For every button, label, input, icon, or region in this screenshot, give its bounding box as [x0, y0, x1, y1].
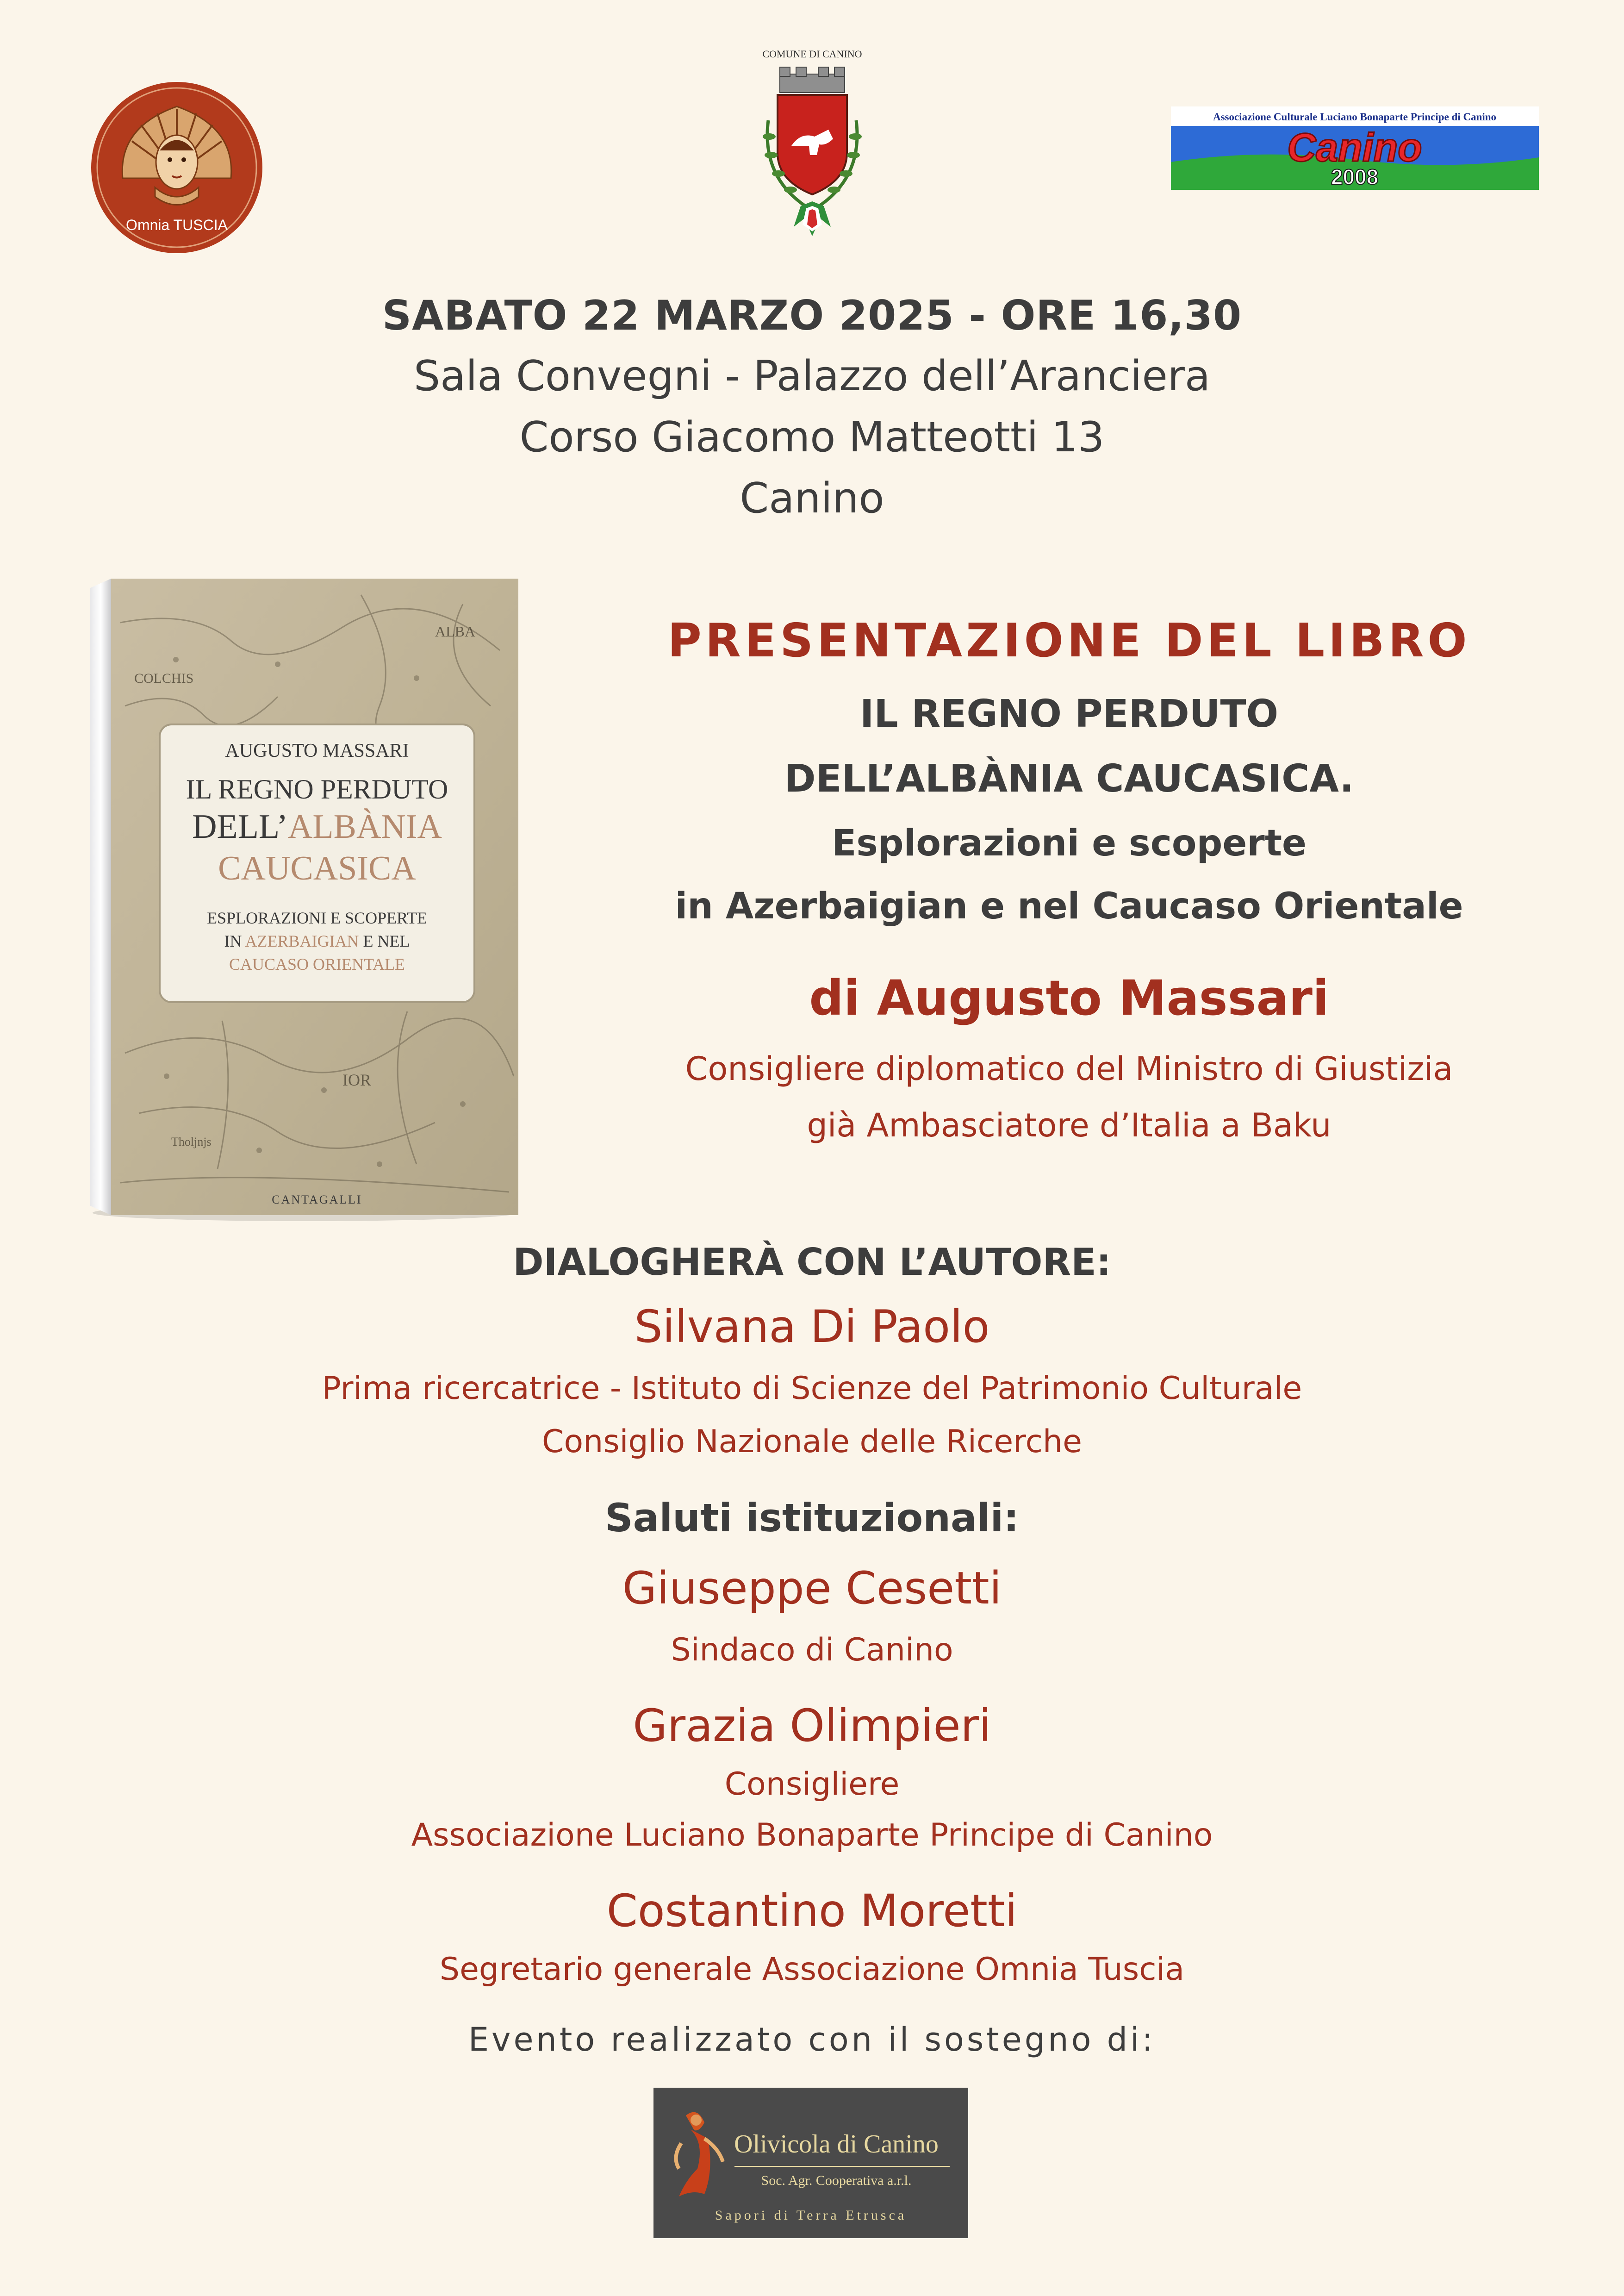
- map-label-alba: ALBA: [435, 623, 476, 640]
- book-subtitle-line2: in Azerbaigian e nel Caucaso Orientale: [675, 886, 1463, 927]
- event-datetime: SABATO 22 MARZO 2025 - ORE 16,30: [382, 292, 1242, 339]
- book-subtitle-line1: Esplorazioni e scoperte: [832, 823, 1307, 864]
- speaker-role: Sindaco di Canino: [671, 1632, 953, 1668]
- map-label-ior: IOR: [342, 1071, 371, 1089]
- canino-2008-association-logo: [1171, 106, 1539, 190]
- presentation-heading: PRESENTAZIONE DEL LIBRO: [667, 613, 1471, 668]
- map-label-tholjnjs: Tholjnjs: [171, 1135, 212, 1148]
- dialogue-heading: DIALOGHERÀ CON L’AUTORE:: [513, 1241, 1111, 1284]
- canino2008-year: 2008: [1331, 165, 1379, 189]
- olivicola-line3: Sapori di Terra Etrusca: [715, 2208, 907, 2223]
- omnia-tuscia-logo: [90, 81, 264, 255]
- olivicola-name: Olivicola di Canino: [734, 2130, 939, 2159]
- speaker-name: Giuseppe Cesetti: [622, 1562, 1002, 1614]
- canino2008-main-text: Canino: [1287, 125, 1422, 170]
- cover-subtitle-3: CAUCASO ORIENTALE: [229, 955, 405, 973]
- speaker-role: Associazione Luciano Bonaparte Principe di Canino: [411, 1817, 1213, 1853]
- author-role-line1: Consigliere diplomatico del Ministro di Giustizia: [685, 1050, 1453, 1088]
- cover-author: AUGUSTO MASSARI: [225, 740, 409, 761]
- book-cover-image: [83, 567, 525, 1224]
- map-label-colchis: COLCHIS: [134, 671, 194, 686]
- moderator-role-line1: Prima ricercatrice - Istituto di Scienze del Patrimonio Culturale: [322, 1370, 1302, 1407]
- cover-title-3: CAUCASICA: [218, 849, 416, 887]
- cover-subtitle-2c: E NEL: [359, 932, 410, 950]
- greetings-heading: Saluti istituzionali:: [605, 1495, 1019, 1541]
- cover-subtitle-2: [224, 932, 410, 950]
- cover-publisher: CANTAGALLI: [272, 1193, 362, 1206]
- cover-subtitle-2a: IN: [224, 932, 245, 950]
- cover-title-2b: ALBÀNIA: [287, 808, 442, 846]
- comune-canino-crest: [736, 46, 889, 250]
- canino2008-top-text: Associazione Culturale Luciano Bonaparte Principe di Canino: [1213, 111, 1497, 123]
- olivicola-line2: Soc. Agr. Cooperativa a.r.l.: [761, 2173, 912, 2188]
- omnia-logo-text: Omnia TUSCIA: [126, 217, 228, 233]
- cover-title-2a: DELL’: [192, 808, 288, 846]
- cover-subtitle-2b: AZERBAIGIAN: [245, 932, 359, 950]
- cover-subtitle-1: ESPLORAZIONI E SCOPERTE: [207, 909, 427, 927]
- cover-title-1: IL REGNO PERDUTO: [186, 774, 448, 805]
- speaker-role: Consigliere: [724, 1766, 900, 1803]
- speaker-role: Segretario generale Associazione Omnia Tuscia: [439, 1951, 1185, 1988]
- moderator-role-line2: Consiglio Nazionale delle Ricerche: [542, 1423, 1082, 1460]
- author-byline: di Augusto Massari: [809, 970, 1329, 1026]
- venue-hall: Sala Convegni - Palazzo dell’Aranciera: [413, 352, 1211, 400]
- cover-title-2: [192, 808, 442, 846]
- moderator-name: Silvana Di Paolo: [634, 1301, 990, 1353]
- comune-logo-text: COMUNE DI CANINO: [762, 48, 862, 60]
- author-role-line2: già Ambasciatore d’Italia a Baku: [807, 1106, 1332, 1144]
- book-title-line1: IL REGNO PERDUTO: [859, 692, 1279, 736]
- venue-town: Canino: [740, 474, 884, 523]
- venue-address: Corso Giacomo Matteotti 13: [519, 413, 1105, 462]
- speaker-name: Costantino Moretti: [606, 1885, 1018, 1937]
- speaker-name: Grazia Olimpieri: [633, 1700, 991, 1752]
- support-text: Evento realizzato con il sostegno di:: [468, 2021, 1156, 2059]
- book-title-line2: DELL’ALBÀNIA CAUCASICA.: [784, 757, 1354, 801]
- olivicola-canino-logo: [653, 2088, 968, 2238]
